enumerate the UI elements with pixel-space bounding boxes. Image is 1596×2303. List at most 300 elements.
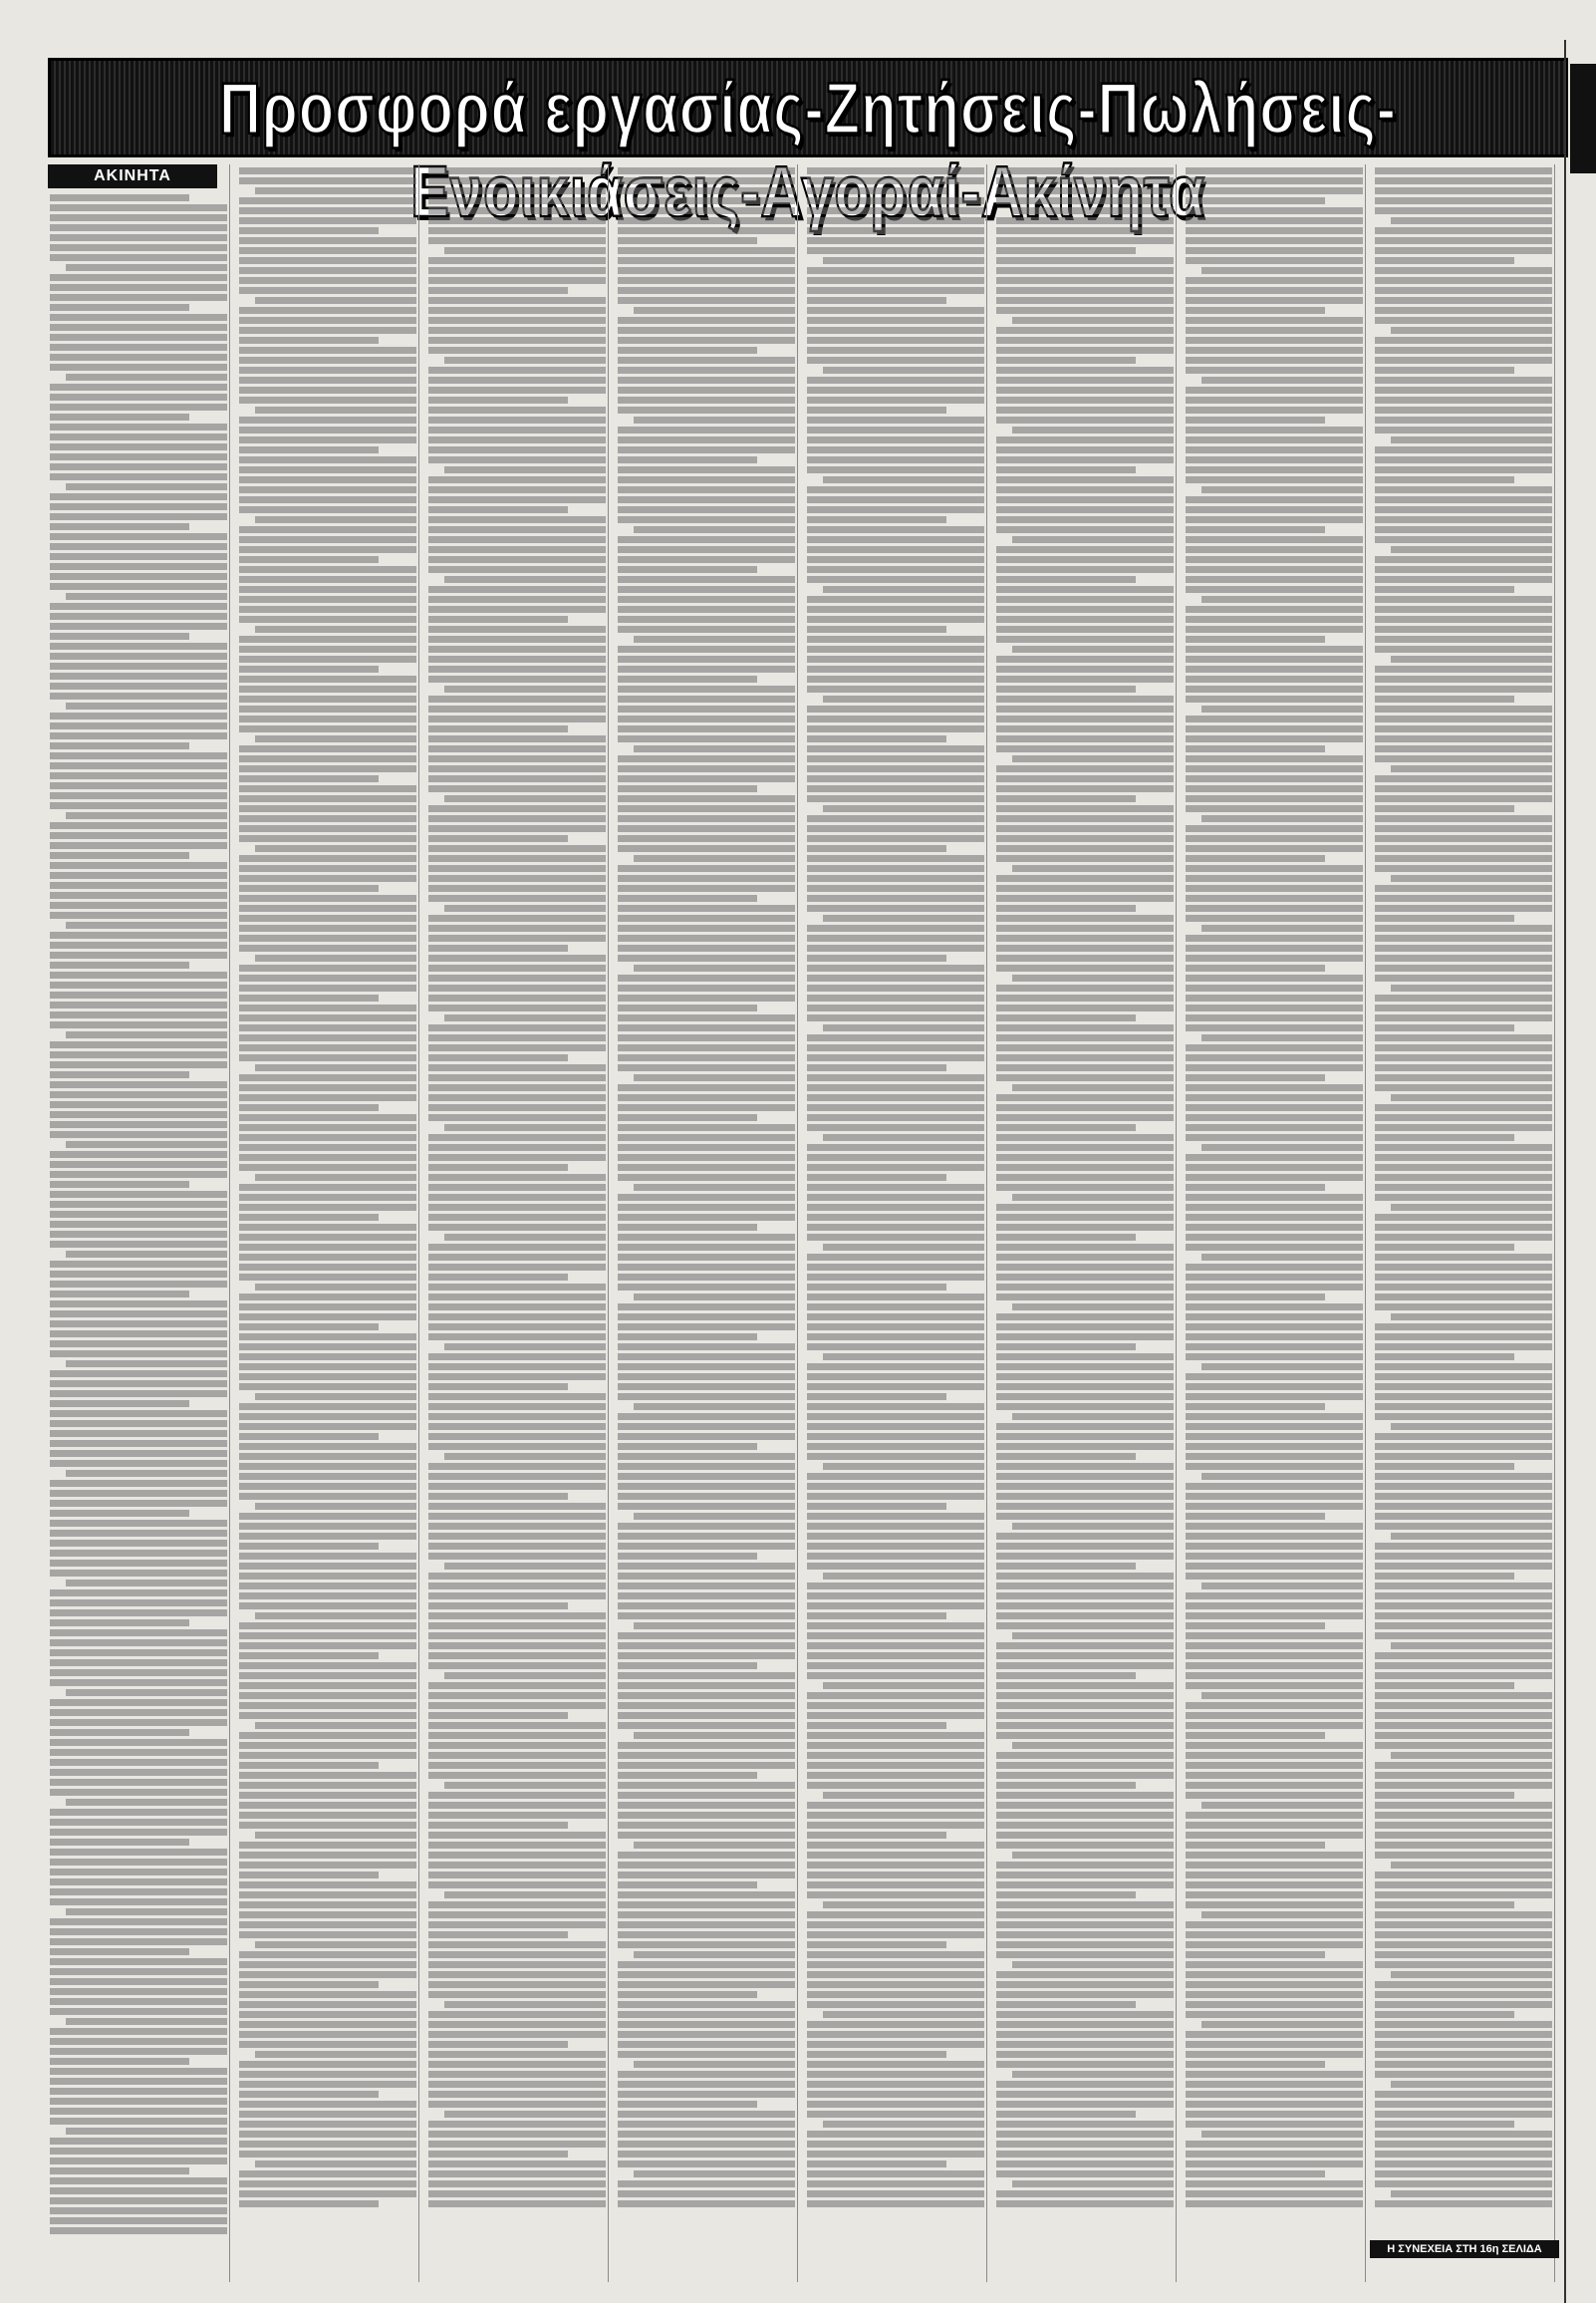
text-line (618, 1583, 795, 1589)
text-line (807, 835, 984, 842)
text-line (996, 626, 1174, 633)
text-line (996, 466, 1136, 473)
text-line (618, 765, 795, 772)
text-line (1375, 1563, 1552, 1570)
text-line (1186, 855, 1325, 862)
text-line (1186, 1702, 1363, 1709)
text-line (428, 1443, 606, 1450)
text-line (807, 1991, 984, 1998)
text-line (996, 1323, 1174, 1330)
text-line (50, 1370, 227, 1377)
text-line (428, 1592, 606, 1599)
text-line (807, 795, 984, 802)
text-line (618, 1084, 795, 1091)
text-line (428, 1712, 568, 1719)
text-line (50, 1400, 189, 1407)
text-line (1375, 337, 1552, 344)
text-line (50, 862, 227, 869)
text-line (996, 387, 1174, 394)
text-line (50, 1619, 189, 1626)
text-line (618, 1991, 757, 1998)
text-line (618, 875, 795, 882)
text-line (996, 1573, 1174, 1580)
text-line (1375, 1323, 1552, 1330)
text-line (618, 207, 795, 214)
text-line (428, 257, 606, 264)
text-line (807, 486, 984, 493)
text-line (239, 1543, 379, 1550)
text-line (1186, 247, 1363, 254)
text-line (807, 1074, 984, 1081)
text-line (1375, 686, 1552, 693)
text-line (807, 536, 984, 543)
text-line (239, 1533, 416, 1540)
text-line (996, 436, 1174, 443)
text-line (1375, 1413, 1552, 1420)
text-line (996, 1054, 1174, 1061)
text-line (618, 1832, 795, 1839)
text-line (428, 1373, 606, 1380)
text-line (807, 1005, 984, 1011)
text-line (428, 975, 606, 982)
text-line (428, 1722, 606, 1729)
text-line (428, 1054, 568, 1061)
text-line (50, 1998, 227, 2005)
text-line (1375, 397, 1552, 404)
text-line (1375, 2151, 1552, 2158)
text-line (255, 845, 416, 852)
text-line (1375, 1852, 1552, 1859)
text-line (50, 1211, 227, 1218)
text-line (807, 1862, 984, 1869)
text-line (239, 1443, 416, 1450)
text-line (807, 1712, 984, 1719)
text-line (50, 1978, 227, 1985)
text-line (618, 845, 795, 852)
text-line (428, 1881, 606, 1888)
text-line (618, 1612, 795, 1619)
text-line (996, 686, 1136, 693)
text-line (1186, 666, 1363, 673)
text-line (428, 1921, 606, 1928)
text-line (1391, 656, 1552, 663)
text-line (634, 526, 795, 533)
text-line (807, 1503, 946, 1510)
text-line (996, 456, 1174, 463)
text-line (239, 1433, 379, 1440)
text-line (428, 1214, 606, 1221)
text-line (1375, 1373, 1552, 1380)
text-line (1186, 2160, 1363, 2167)
text-line (1375, 1483, 1552, 1490)
text-line (239, 1981, 379, 1988)
text-line (239, 387, 416, 394)
text-line (239, 1732, 416, 1739)
text-line (50, 2148, 227, 2155)
text-line (239, 1513, 416, 1520)
text-line (239, 1134, 416, 1141)
text-line (428, 2021, 606, 2028)
text-line (428, 407, 606, 414)
text-line (239, 1971, 416, 1978)
text-line (823, 696, 984, 703)
text-line (1012, 646, 1174, 653)
text-line (807, 606, 984, 613)
text-line (239, 855, 416, 862)
text-line (1186, 1353, 1363, 1360)
text-line (807, 1772, 984, 1779)
text-line (428, 1802, 606, 1809)
text-line (1391, 546, 1552, 553)
text-line (1375, 1712, 1552, 1719)
text-line (50, 683, 227, 690)
text-line (996, 1802, 1174, 1809)
text-line (996, 696, 1174, 703)
next-page-banner-fragment (1570, 64, 1596, 173)
text-line (239, 1224, 416, 1231)
text-line (50, 1061, 227, 1068)
text-line (255, 1393, 416, 1400)
text-line (50, 1490, 227, 1497)
text-line (807, 167, 984, 174)
text-line (50, 244, 227, 251)
text-line (239, 1822, 416, 1829)
text-line (996, 1403, 1174, 1410)
text-line (996, 1981, 1174, 1988)
text-line (428, 1194, 606, 1201)
text-line (618, 377, 795, 384)
text-line (50, 633, 189, 640)
text-line (428, 2091, 606, 2098)
text-line (239, 526, 416, 533)
text-line (50, 1918, 227, 1925)
text-line (50, 404, 227, 411)
text-line (50, 2058, 189, 2065)
text-line (1186, 1792, 1363, 1799)
text-line (807, 985, 984, 992)
text-line (239, 576, 416, 583)
text-line (1375, 1772, 1552, 1779)
text-line (618, 1802, 795, 1809)
text-line (618, 2101, 757, 2108)
text-line (996, 227, 1174, 234)
text-line (1391, 217, 1552, 224)
text-line (807, 1742, 984, 1749)
text-line (1375, 1005, 1552, 1011)
text-line (823, 1463, 984, 1470)
text-line (823, 915, 984, 922)
text-line (50, 1002, 227, 1008)
text-line (1186, 167, 1363, 174)
text-line (1186, 1104, 1363, 1111)
text-line (807, 2091, 984, 2098)
text-line (996, 895, 1174, 902)
text-line (50, 1011, 227, 1018)
text-line (1186, 2101, 1363, 2108)
text-line (634, 1732, 795, 1739)
text-line (239, 945, 416, 952)
text-line (1186, 2141, 1363, 2148)
text-line (618, 1921, 795, 1928)
text-line (807, 1084, 984, 1091)
text-line (239, 2001, 416, 2008)
text-line (428, 1523, 606, 1530)
text-line (996, 1682, 1174, 1689)
text-line (428, 377, 606, 384)
text-line (1375, 1463, 1514, 1470)
text-line (618, 666, 795, 673)
text-line (1375, 1244, 1514, 1251)
text-line (428, 696, 606, 703)
text-line (996, 2081, 1174, 2088)
text-line (239, 217, 416, 224)
text-line (618, 1383, 795, 1390)
text-line (618, 476, 795, 483)
text-line (50, 1609, 227, 1616)
text-line (239, 1493, 416, 1500)
text-line (807, 1034, 984, 1041)
text-line (807, 1941, 946, 1948)
text-line (50, 583, 227, 590)
text-line (239, 2091, 379, 2098)
text-line (428, 915, 606, 922)
text-line (618, 1284, 795, 1291)
text-line (239, 1363, 416, 1370)
text-line (239, 825, 416, 832)
text-line (996, 1812, 1174, 1819)
text-line (996, 1583, 1174, 1589)
text-line (239, 2071, 416, 2078)
banner-title: Προσφορά εργασίας-Ζητήσεις-Πωλήσεις- Αγοραί-Ακίνητα (218, 68, 1397, 233)
text-line (50, 2028, 227, 2035)
text-line (618, 686, 795, 693)
text-line (1375, 2141, 1552, 2148)
text-line (618, 1134, 795, 1141)
text-line (239, 546, 416, 553)
text-line (1186, 1921, 1363, 1928)
text-line (50, 1390, 227, 1397)
text-line (239, 2111, 416, 2118)
text-line (618, 566, 757, 573)
text-line (996, 237, 1174, 244)
text-line (1201, 596, 1363, 603)
text-line (50, 533, 227, 540)
text-line (1201, 486, 1363, 493)
text-line (807, 1583, 984, 1589)
text-line (996, 1463, 1174, 1470)
text-line (444, 357, 606, 364)
text-line (996, 516, 1174, 523)
text-line (50, 1510, 189, 1517)
text-line (1375, 1513, 1552, 1520)
text-line (50, 1599, 227, 1606)
text-line (1375, 905, 1552, 912)
text-line (996, 1363, 1174, 1370)
text-line (807, 417, 984, 424)
text-line (996, 1134, 1174, 1141)
text-line (807, 1254, 984, 1261)
text-line (255, 955, 416, 962)
text-line (444, 1343, 606, 1350)
text-line (1186, 2041, 1363, 2048)
text-line (239, 1782, 416, 1789)
text-line (634, 965, 795, 972)
text-line (428, 1822, 568, 1829)
text-line (823, 1901, 984, 1908)
text-line (50, 334, 227, 341)
text-line (50, 1988, 227, 1995)
text-line (807, 506, 984, 513)
text-line (255, 1941, 416, 1948)
text-line (428, 1284, 606, 1291)
text-line (50, 1081, 227, 1088)
text-line (1375, 227, 1552, 234)
text-line (428, 1871, 606, 1878)
text-line (1186, 1234, 1363, 1241)
text-line (50, 1769, 227, 1776)
text-line (823, 257, 984, 264)
text-line (1375, 197, 1552, 204)
text-line (428, 945, 568, 952)
text-line (996, 1891, 1136, 1898)
text-line (50, 344, 227, 351)
text-line (618, 1164, 795, 1171)
text-line (1375, 815, 1552, 822)
text-line (618, 1234, 795, 1241)
text-line (618, 486, 795, 493)
text-line (239, 1184, 416, 1191)
text-line (618, 616, 795, 623)
text-line (996, 1313, 1174, 1320)
text-line (239, 1473, 416, 1480)
text-line (1375, 1802, 1552, 1809)
text-line (1186, 287, 1363, 294)
text-line (1186, 1343, 1363, 1350)
text-line (50, 1809, 227, 1816)
text-line (50, 364, 227, 371)
text-line (1375, 1024, 1514, 1031)
text-line (1375, 775, 1552, 782)
text-line (428, 586, 606, 593)
text-line (239, 1323, 379, 1330)
text-line (1186, 686, 1363, 693)
text-line (239, 1303, 416, 1310)
text-line (1375, 1383, 1552, 1390)
text-line (807, 1602, 984, 1609)
text-line (1186, 1822, 1363, 1829)
text-line (807, 745, 984, 752)
text-line (996, 765, 1174, 772)
text-line (996, 716, 1174, 722)
text-line (66, 593, 227, 600)
text-line (807, 1403, 984, 1410)
text-line (66, 1251, 227, 1258)
text-line (618, 2021, 795, 2028)
text-line (1375, 456, 1552, 463)
text-line (428, 775, 606, 782)
text-line (1012, 1194, 1174, 1201)
text-line (1186, 905, 1363, 912)
text-line (50, 1679, 227, 1686)
text-line (428, 895, 606, 902)
text-line (1375, 1652, 1552, 1659)
text-line (618, 576, 795, 583)
text-line (428, 536, 606, 543)
text-line (996, 327, 1174, 334)
text-line (428, 1463, 606, 1470)
text-line (428, 1513, 606, 1520)
text-line (1391, 436, 1552, 443)
text-line (255, 735, 416, 742)
text-line (239, 586, 416, 593)
text-line (239, 1852, 416, 1859)
text-line (1186, 1682, 1363, 1689)
text-line (1186, 1154, 1363, 1161)
text-line (50, 613, 227, 620)
text-line (239, 1423, 416, 1430)
text-line (255, 187, 416, 194)
text-line (996, 1014, 1136, 1021)
text-line (996, 347, 1174, 354)
text-line (807, 1423, 984, 1430)
text-line (239, 1802, 416, 1809)
text-line (1012, 975, 1174, 982)
text-line (428, 1224, 606, 1231)
text-line (50, 2008, 227, 2015)
text-line (996, 1373, 1174, 1380)
text-line (1186, 1563, 1363, 1570)
text-line (50, 424, 227, 431)
text-line (428, 1483, 606, 1490)
text-line (239, 795, 416, 802)
text-line (807, 1383, 984, 1390)
text-line (807, 516, 946, 523)
text-line (66, 1470, 227, 1477)
text-line (1375, 307, 1552, 314)
text-line (1375, 1174, 1552, 1181)
text-line (618, 257, 795, 264)
text-line (50, 1898, 227, 1905)
text-line (1012, 317, 1174, 324)
text-line (239, 1662, 416, 1669)
text-line (1375, 1632, 1552, 1639)
text-line (618, 1682, 795, 1689)
text-line (1186, 1573, 1363, 1580)
text-line (239, 2180, 416, 2187)
text-line (807, 1632, 984, 1639)
text-line (807, 1014, 984, 1021)
text-line (618, 1862, 795, 1869)
text-line (807, 1702, 984, 1709)
text-line (1186, 785, 1363, 792)
text-line (618, 217, 795, 224)
text-line (50, 224, 227, 231)
text-line (444, 466, 606, 473)
text-line (1375, 1144, 1552, 1151)
text-line (239, 1712, 416, 1719)
text-line (1186, 1294, 1325, 1300)
text-line (807, 347, 984, 354)
text-line (618, 1104, 795, 1111)
text-line (996, 596, 1174, 603)
text-line (996, 197, 1174, 204)
text-line (618, 805, 795, 812)
text-line (239, 686, 416, 693)
text-line (428, 1961, 606, 1968)
text-line (50, 1420, 227, 1427)
text-line (618, 2051, 795, 2058)
text-line (618, 2081, 795, 2088)
